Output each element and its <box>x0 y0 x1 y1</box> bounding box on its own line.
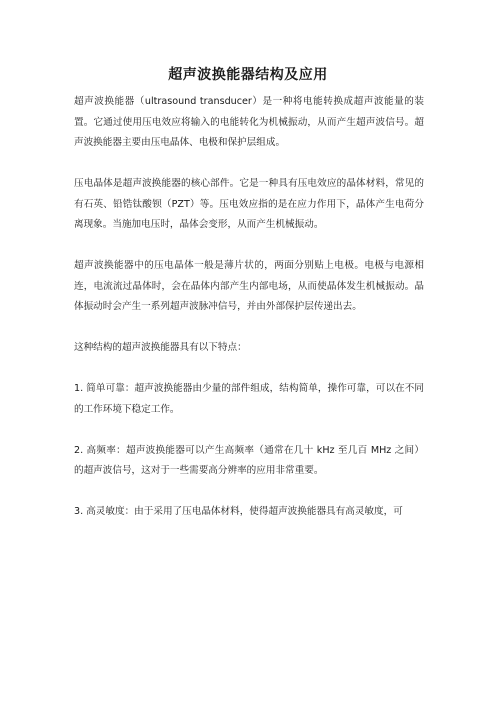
paragraph-gap <box>74 482 424 503</box>
paragraph-intro: 超声波换能器（ultrasound transducer）是一种将电能转换成超声波能量的装置。它通过使用压电效应将输入的电能转化为机械振动，从而产生超声波信号。超声波换能器主要由压电晶体、电极和保护层组成。 <box>74 96 424 148</box>
paragraph-gap <box>74 420 424 441</box>
list-item-high-sensitivity: 3. 高灵敏度：由于采用了压电晶体材料，使得超声波换能器具有高灵敏度，可 <box>74 506 403 517</box>
paragraph-gap <box>74 359 424 380</box>
list-item-simple-reliable: 1. 简单可靠：超声波换能器由少量的部件组成，结构简单，操作可靠，可以在不同的工作环境下稳定工作。 <box>74 383 424 415</box>
paragraph-piezo-crystal: 压电晶体是超声波换能器的核心部件。它是一种具有压电效应的晶体材料，常见的有石英、铅锆钛酸钡（PZT）等。压电效应指的是在应力作用下，晶体产生电荷分离现象。当施加电压时，晶体会变形，从而产生机械振动。 <box>74 178 424 230</box>
paragraph-gap <box>74 236 424 257</box>
paragraph-gap <box>74 318 424 339</box>
paragraph-features-intro: 这种结构的超声波换能器具有以下特点： <box>74 342 247 353</box>
paragraph-gap <box>74 154 424 175</box>
paragraph-structure: 超声波换能器中的压电晶体一般是薄片状的，两面分别贴上电极。电极与电源相连，电流流过晶体时，会在晶体内部产生内部电场，从而使晶体发生机械振动。晶体振动时会产生一系列超声波脉冲信号，并由外部保护层传递出去。 <box>74 260 424 312</box>
document-body <box>74 92 424 523</box>
document-title: 超声波换能器结构及应用 <box>168 67 328 83</box>
list-item-high-frequency: 2. 高频率：超声波换能器可以产生高频率（通常在几十 kHz 至几百 MHz 之间）的超声波信号，这对于一些需要高分辨率的应用非常重要。 <box>74 444 424 476</box>
